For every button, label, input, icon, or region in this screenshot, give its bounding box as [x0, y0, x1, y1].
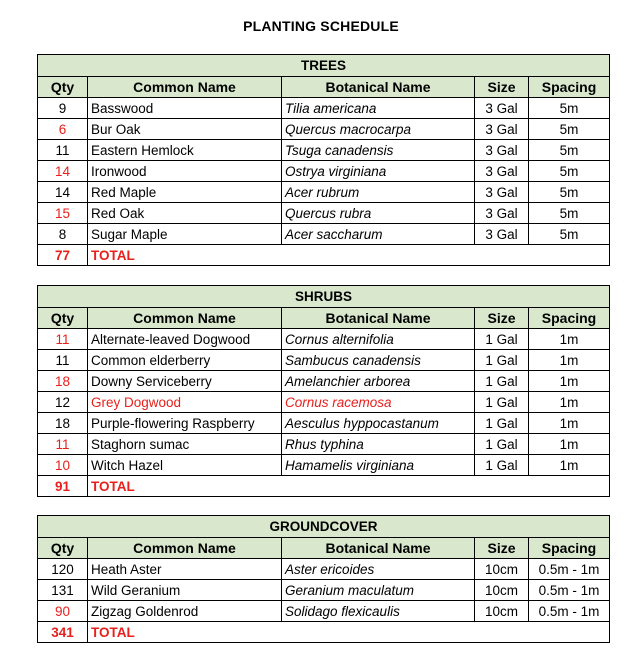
table-row — [38, 601, 610, 622]
section-header-row — [38, 516, 610, 538]
size-cell: 1 Gal — [475, 371, 529, 392]
total-blank-cell — [529, 476, 610, 497]
botanical-name-cell: Aster ericoides — [282, 559, 475, 580]
spacing-cell: 5m — [529, 119, 610, 140]
spacing-cell: 1m — [529, 371, 610, 392]
table-row — [38, 329, 610, 350]
section-header-row — [38, 55, 610, 77]
table-row — [38, 350, 610, 371]
common-name-cell: Common elderberry — [88, 350, 282, 371]
column-header-row — [38, 538, 610, 559]
qty-cell: 11 — [38, 350, 88, 371]
total-row — [38, 245, 610, 266]
total-qty: 341 — [38, 622, 88, 643]
column-header-spacing: Spacing — [529, 538, 610, 559]
spacing-cell: 0.5m - 1m — [529, 580, 610, 601]
common-name-cell: Heath Aster — [88, 559, 282, 580]
spacing-cell: 1m — [529, 350, 610, 371]
table-row — [38, 140, 610, 161]
qty-cell: 11 — [38, 434, 88, 455]
spacing-cell: 0.5m - 1m — [529, 559, 610, 580]
size-cell: 10cm — [475, 580, 529, 601]
size-cell: 10cm — [475, 601, 529, 622]
spacing-cell: 1m — [529, 392, 610, 413]
table-row — [38, 413, 610, 434]
total-blank-cell — [529, 622, 610, 643]
column-header-common: Common Name — [88, 538, 282, 559]
total-qty: 91 — [38, 476, 88, 497]
total-blank-cell — [475, 622, 529, 643]
size-cell: 1 Gal — [475, 392, 529, 413]
size-cell: 1 Gal — [475, 434, 529, 455]
table-row — [38, 98, 610, 119]
qty-cell: 131 — [38, 580, 88, 601]
table-row — [38, 434, 610, 455]
column-header-spacing: Spacing — [529, 308, 610, 329]
total-blank-cell — [282, 622, 475, 643]
qty-cell: 18 — [38, 371, 88, 392]
common-name-cell: Zigzag Goldenrod — [88, 601, 282, 622]
botanical-name-cell: Acer rubrum — [282, 182, 475, 203]
shrubs-table — [37, 285, 610, 497]
column-header-qty: Qty — [38, 77, 88, 98]
botanical-name-cell: Geranium maculatum — [282, 580, 475, 601]
size-cell: 1 Gal — [475, 329, 529, 350]
column-header-row — [38, 308, 610, 329]
size-cell: 10cm — [475, 559, 529, 580]
total-label: TOTAL — [88, 476, 282, 497]
column-header-spacing: Spacing — [529, 77, 610, 98]
qty-cell: 11 — [38, 140, 88, 161]
column-header-botanical: Botanical Name — [282, 538, 475, 559]
spacing-cell: 0.5m - 1m — [529, 601, 610, 622]
total-blank-cell — [475, 476, 529, 497]
total-label: TOTAL — [88, 622, 282, 643]
qty-cell: 12 — [38, 392, 88, 413]
common-name-cell: Witch Hazel — [88, 455, 282, 476]
spacing-cell: 1m — [529, 455, 610, 476]
size-cell: 3 Gal — [475, 182, 529, 203]
total-blank-cell — [282, 245, 475, 266]
botanical-name-cell: Rhus typhina — [282, 434, 475, 455]
qty-cell: 10 — [38, 455, 88, 476]
section-title: SHRUBS — [38, 286, 610, 308]
column-header-common: Common Name — [88, 77, 282, 98]
qty-cell: 6 — [38, 119, 88, 140]
section-title: TREES — [38, 55, 610, 77]
botanical-name-cell: Acer saccharum — [282, 224, 475, 245]
spacing-cell: 1m — [529, 329, 610, 350]
botanical-name-cell: Tsuga canadensis — [282, 140, 475, 161]
spacing-cell: 5m — [529, 182, 610, 203]
common-name-cell: Red Oak — [88, 203, 282, 224]
page-title: PLANTING SCHEDULE — [243, 18, 399, 34]
table-row — [38, 203, 610, 224]
botanical-name-cell: Sambucus canadensis — [282, 350, 475, 371]
column-header-qty: Qty — [38, 538, 88, 559]
table-row — [38, 392, 610, 413]
qty-cell: 18 — [38, 413, 88, 434]
common-name-cell: Bur Oak — [88, 119, 282, 140]
botanical-name-cell: Solidago flexicaulis — [282, 601, 475, 622]
botanical-name-cell: Aesculus hyppocastanum — [282, 413, 475, 434]
section-title: GROUNDCOVER — [38, 516, 610, 538]
size-cell: 3 Gal — [475, 119, 529, 140]
spacing-cell: 5m — [529, 98, 610, 119]
common-name-cell: Eastern Hemlock — [88, 140, 282, 161]
common-name-cell: Ironwood — [88, 161, 282, 182]
trees-table — [37, 54, 610, 266]
total-blank-cell — [282, 476, 475, 497]
botanical-name-cell: Cornus racemosa — [282, 392, 475, 413]
column-header-botanical: Botanical Name — [282, 308, 475, 329]
qty-cell: 14 — [38, 161, 88, 182]
botanical-name-cell: Tilia americana — [282, 98, 475, 119]
size-cell: 1 Gal — [475, 413, 529, 434]
table-row — [38, 580, 610, 601]
total-row — [38, 622, 610, 643]
size-cell: 3 Gal — [475, 203, 529, 224]
column-header-size: Size — [475, 538, 529, 559]
column-header-size: Size — [475, 77, 529, 98]
size-cell: 1 Gal — [475, 350, 529, 371]
total-blank-cell — [475, 245, 529, 266]
spacing-cell: 1m — [529, 434, 610, 455]
botanical-name-cell: Quercus macrocarpa — [282, 119, 475, 140]
common-name-cell: Basswood — [88, 98, 282, 119]
common-name-cell: Staghorn sumac — [88, 434, 282, 455]
qty-cell: 9 — [38, 98, 88, 119]
size-cell: 3 Gal — [475, 98, 529, 119]
size-cell: 3 Gal — [475, 140, 529, 161]
table-row — [38, 455, 610, 476]
common-name-cell: Grey Dogwood — [88, 392, 282, 413]
table-row — [38, 371, 610, 392]
spacing-cell: 5m — [529, 224, 610, 245]
qty-cell: 8 — [38, 224, 88, 245]
common-name-cell: Purple-flowering Raspberry — [88, 413, 282, 434]
spacing-cell: 5m — [529, 203, 610, 224]
qty-cell: 14 — [38, 182, 88, 203]
total-blank-cell — [529, 245, 610, 266]
total-row — [38, 476, 610, 497]
column-header-common: Common Name — [88, 308, 282, 329]
qty-cell: 11 — [38, 329, 88, 350]
column-header-size: Size — [475, 308, 529, 329]
spacing-cell: 5m — [529, 161, 610, 182]
botanical-name-cell: Hamamelis virginiana — [282, 455, 475, 476]
table-row — [38, 224, 610, 245]
botanical-name-cell: Cornus alternifolia — [282, 329, 475, 350]
table-row — [38, 182, 610, 203]
botanical-name-cell: Quercus rubra — [282, 203, 475, 224]
qty-cell: 15 — [38, 203, 88, 224]
table-row — [38, 161, 610, 182]
common-name-cell: Alternate-leaved Dogwood — [88, 329, 282, 350]
common-name-cell: Wild Geranium — [88, 580, 282, 601]
table-row — [38, 559, 610, 580]
qty-cell: 120 — [38, 559, 88, 580]
botanical-name-cell: Ostrya virginiana — [282, 161, 475, 182]
qty-cell: 90 — [38, 601, 88, 622]
spacing-cell: 5m — [529, 140, 610, 161]
spacing-cell: 1m — [529, 413, 610, 434]
column-header-row — [38, 77, 610, 98]
total-qty: 77 — [38, 245, 88, 266]
size-cell: 1 Gal — [475, 455, 529, 476]
size-cell: 3 Gal — [475, 161, 529, 182]
column-header-botanical: Botanical Name — [282, 77, 475, 98]
size-cell: 3 Gal — [475, 224, 529, 245]
botanical-name-cell: Amelanchier arborea — [282, 371, 475, 392]
section-header-row — [38, 286, 610, 308]
table-row — [38, 119, 610, 140]
groundcover-table — [37, 515, 610, 643]
column-header-qty: Qty — [38, 308, 88, 329]
common-name-cell: Sugar Maple — [88, 224, 282, 245]
total-label: TOTAL — [88, 245, 282, 266]
common-name-cell: Downy Serviceberry — [88, 371, 282, 392]
common-name-cell: Red Maple — [88, 182, 282, 203]
